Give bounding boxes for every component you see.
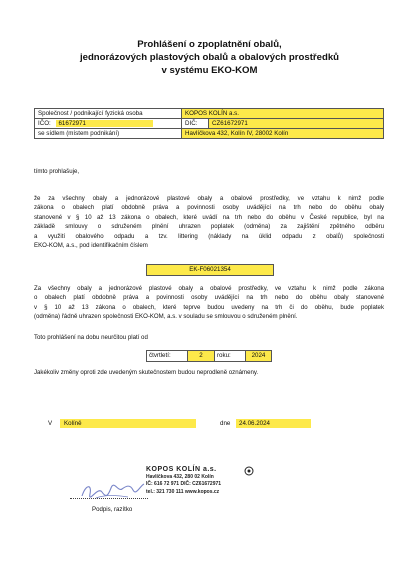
- seat-label: se sídlem (místem podnikání): [35, 129, 182, 139]
- ico-value: 61672971: [56, 120, 153, 127]
- text-line: že za všechny obaly a jednorázové plastové obaly a obalové prostředky, ve vztahu k nimž podle: [34, 195, 384, 202]
- paragraph-1: [34, 194, 384, 250]
- date-label: dne: [220, 420, 231, 427]
- text-line: a využití obalového odpadu a tzv. littering (náklady na úklid odpadu z obalů) společnosti: [34, 232, 384, 240]
- date-value: 24.06.2024: [236, 419, 311, 428]
- dic-label: DIČ:: [182, 119, 209, 129]
- text-line: zákona o obalech platí obdobně práva a povinnosti osoby uvádějící na trh nebo do oběhu obaly: [34, 204, 384, 212]
- ico-cell: [35, 119, 182, 129]
- place-label: V: [48, 420, 53, 427]
- quarter-label: čtvrtletí:: [146, 350, 187, 362]
- title-line: v systému EKO-KOM: [161, 65, 258, 76]
- text-line: Za všechny obaly a jednorázové plastové obaly a obalové prostředky, ve vztahu k nimž podle zákona: [34, 285, 384, 292]
- stamp-address: Havlíčkova 432, 280 02 Kolín: [146, 473, 214, 480]
- company-name-label: Společnost / podnikající fyzická osoba: [35, 109, 182, 119]
- stamp-ids: IČ: 616 72 971 DIČ: CZ61672971: [146, 481, 222, 487]
- title-line: jednorázových plastových obalů a obalových prostředků: [79, 52, 340, 63]
- seat-value: Havlíčkova 432, Kolín IV, 28002 Kolín: [182, 129, 384, 139]
- notice-text: Jakékoliv změny oproti zde uvedeným skutečnostem budou neprodleně oznámeny.: [34, 369, 259, 376]
- validity-text: Toto prohlášení na dobu neurčitou platí od: [34, 334, 148, 341]
- signature-label: Podpis, razítko: [92, 506, 133, 513]
- signature-line: [70, 498, 148, 499]
- paragraph-2: [34, 284, 384, 322]
- ico-label: IČO:: [38, 120, 51, 127]
- dic-value: CZ61672971: [209, 119, 384, 129]
- stamp-name: KOPOS KOLÍN a.s.: [146, 466, 217, 473]
- stamp-logo-icon: [244, 466, 254, 476]
- text-line: EKO-KOM, a.s., pod identifikačním číslem: [34, 242, 148, 250]
- place-value: Kolíně: [60, 419, 196, 428]
- year-value: 2024: [245, 350, 272, 362]
- text-line: stanovené v § 10 až 13 zákona o obalech, které uvádí na trh nebo do oběhu v České republice, byl na: [34, 213, 384, 221]
- quarter-value: 2: [187, 350, 215, 362]
- company-stamp: [146, 466, 256, 496]
- company-name-value: KOPOS KOLÍN a.s.: [182, 109, 384, 119]
- text-line: v § 10 až 13 zákona o obalech, které teprve budou uvedeny na trh či do oběhu, bude poplatek: [34, 303, 384, 311]
- year-label: roku:: [215, 350, 245, 362]
- stamp-contact: tel.: 321 730 111 www.kopos.cz: [146, 488, 220, 495]
- client-id-box: EK-F06021354: [146, 264, 274, 276]
- company-table: [34, 108, 384, 139]
- text-line: základě smlouvy o sdruženém plnění uhrazen poplatek (odměna) za zajištění zpětného odběru: [34, 223, 384, 231]
- intro-text: tímto prohlašuje,: [34, 168, 80, 175]
- title-line: Prohlášení o zpoplatnění obalů,: [137, 39, 282, 50]
- text-line: o obalech platí obdobně práva a povinnosti osoby uvádějící na trh nebo do oběhu obaly stanovené: [34, 294, 384, 302]
- document-title: [0, 38, 419, 77]
- text-line: (odměna) řádně uhrazen společnosti EKO-KOM, a.s. v souladu se smlouvou o sdruženém plnění.: [34, 313, 298, 321]
